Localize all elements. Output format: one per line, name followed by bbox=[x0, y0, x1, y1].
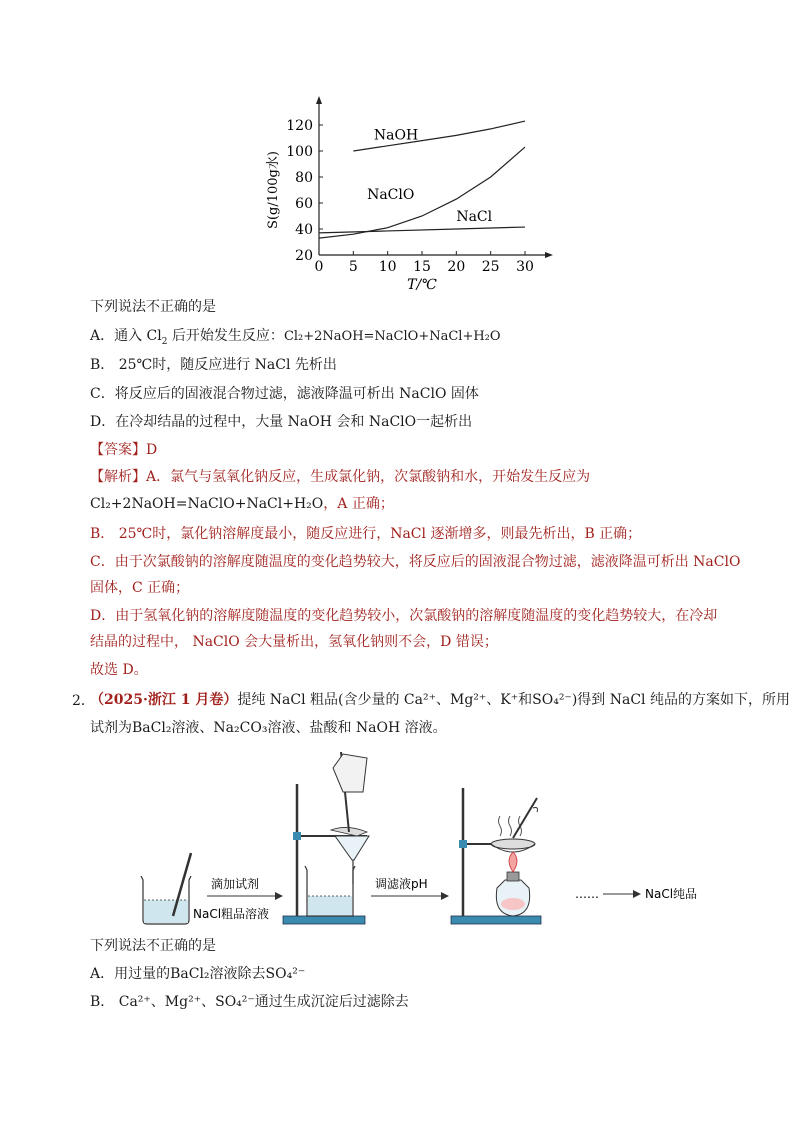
series-label-naclo: NaClO bbox=[367, 187, 415, 204]
x-tick-label: 10 bbox=[378, 259, 397, 275]
y-tick-label: 60 bbox=[295, 196, 313, 212]
q1-analysis-d2: 结晶的过程中， NaClO 会大量析出，氢氧化钠则不会，D 错误； bbox=[90, 634, 498, 650]
series-line-naclo bbox=[319, 147, 525, 238]
q1-analysis-a-equation-line bbox=[90, 494, 394, 514]
y-tick-label: 100 bbox=[286, 144, 313, 160]
y-tick-label: 120 bbox=[286, 118, 313, 134]
q1-option-a-prefix: A．通入 Cl bbox=[90, 328, 162, 344]
purification-apparatus-diagram bbox=[135, 748, 715, 930]
q2-option-a: A．用过量的BaCl₂溶液除去SO₄²⁻ bbox=[90, 966, 306, 982]
q1-analysis-a-equation: Cl₂+2NaOH=NaClO+NaCl+H₂O bbox=[90, 496, 324, 512]
q1-analysis-c1: C．由于次氯酸钠的溶解度随温度的变化趋势较大，将反应后的固液混合物过滤，滤液降温可析出 NaClO bbox=[90, 554, 741, 570]
series-label-nacl: NaCl bbox=[456, 209, 493, 226]
y-axis-arrowhead bbox=[316, 96, 322, 104]
filtration-stand-icon bbox=[283, 752, 369, 924]
product-label: NaCl纯品 bbox=[645, 887, 698, 901]
beaker-with-rod-icon bbox=[141, 853, 191, 924]
q2-stem-line1 bbox=[90, 690, 790, 710]
q2-option-b: B． Ca²⁺、Mg²⁺、SO₄²⁻通过生成沉淀后过滤除去 bbox=[90, 994, 409, 1010]
q2-number: 2． bbox=[72, 693, 95, 709]
q2-stem1: 提纯 NaCl 粗品(含少量的 Ca²⁺、Mg²⁺、K⁺和SO₄²⁻)得到 NaCl 纯品的方案如下，所用 bbox=[237, 692, 790, 708]
q1-option-a-equation: Cl₂+2NaOH=NaClO+NaCl+H₂O bbox=[283, 329, 501, 344]
x-tick-label: 15 bbox=[413, 259, 431, 275]
step1-arrowhead bbox=[275, 892, 283, 900]
x-tick-label: 20 bbox=[447, 259, 466, 275]
q1-stem: 下列说法不正确的是 bbox=[90, 299, 216, 315]
q1-analysis-c2: 固体，C 正确； bbox=[90, 580, 190, 596]
q1-option-a bbox=[90, 326, 501, 347]
y-tick-label: 40 bbox=[295, 222, 313, 238]
beaker-label: NaCl粗品溶液 bbox=[193, 907, 270, 921]
step2-arrowhead bbox=[441, 892, 449, 900]
x-tick-label: 0 bbox=[314, 259, 324, 275]
q1-option-b: B． 25℃时，随反应进行 NaCl 先析出 bbox=[90, 357, 337, 373]
series-label-naoh: NaOH bbox=[373, 127, 419, 144]
q1-analysis-b: B． 25℃时，氯化钠溶解度最小，随反应进行，NaCl 逐渐增多，则最先析出，B 正确； bbox=[90, 526, 642, 542]
q1-conclusion: 故选 D。 bbox=[90, 662, 148, 678]
x-axis-arrowhead bbox=[545, 252, 553, 258]
q1-analysis-a-text: A．氯气与氢氧化钠反应，生成氯化钠，次氯酸钠和水，开始发生反应为 bbox=[146, 469, 591, 485]
evaporation-stand-icon bbox=[451, 788, 541, 924]
step3-arrowhead bbox=[633, 890, 641, 898]
q1-option-a-suffix: 后开始发生反应： bbox=[167, 328, 284, 344]
step2-label: 调滤液pH bbox=[375, 877, 428, 891]
q1-answer: 【答案】D bbox=[90, 442, 158, 458]
q2-stem-line2: 试剂为BaCl₂溶液、Na₂CO₃溶液、盐酸和 NaOH 溶液。 bbox=[90, 720, 447, 736]
q1-analysis-label: 【解析】 bbox=[90, 469, 146, 485]
q1-option-a-sub: 2 bbox=[161, 336, 168, 347]
y-tick-label: 80 bbox=[295, 170, 313, 186]
series-line-nacl bbox=[319, 227, 525, 233]
x-axis-label: T/℃ bbox=[407, 277, 437, 292]
step1-label: 滴加试剂 bbox=[211, 877, 260, 891]
q2-question: 下列说法不正确的是 bbox=[90, 938, 216, 954]
q1-option-d: D．在冷却结晶的过程中，大量 NaOH 会和 NaClO一起析出 bbox=[90, 414, 473, 430]
x-tick-label: 25 bbox=[481, 259, 500, 275]
q2-source: （2025·浙江 1 月卷） bbox=[90, 692, 238, 708]
y-tick-label: 20 bbox=[295, 248, 313, 264]
y-axis-label: S(g/100g水) bbox=[266, 151, 281, 229]
q1-analysis-d1: D．由于氢氧化钠的溶解度随温度的变化趋势较小，次氯酸钠的溶解度随温度的变化趋势较大，在冷却 bbox=[90, 608, 718, 624]
q1-analysis-a bbox=[90, 467, 590, 487]
solubility-chart bbox=[255, 92, 565, 292]
x-tick-label: 5 bbox=[348, 259, 358, 275]
q1-analysis-a-end: ，A 正确； bbox=[323, 496, 394, 512]
x-tick-label: 30 bbox=[516, 259, 534, 275]
ellipsis-text: …… bbox=[575, 887, 599, 901]
q1-option-c: C．将反应后的固液混合物过滤，滤液降温可析出 NaClO 固体 bbox=[90, 386, 479, 402]
